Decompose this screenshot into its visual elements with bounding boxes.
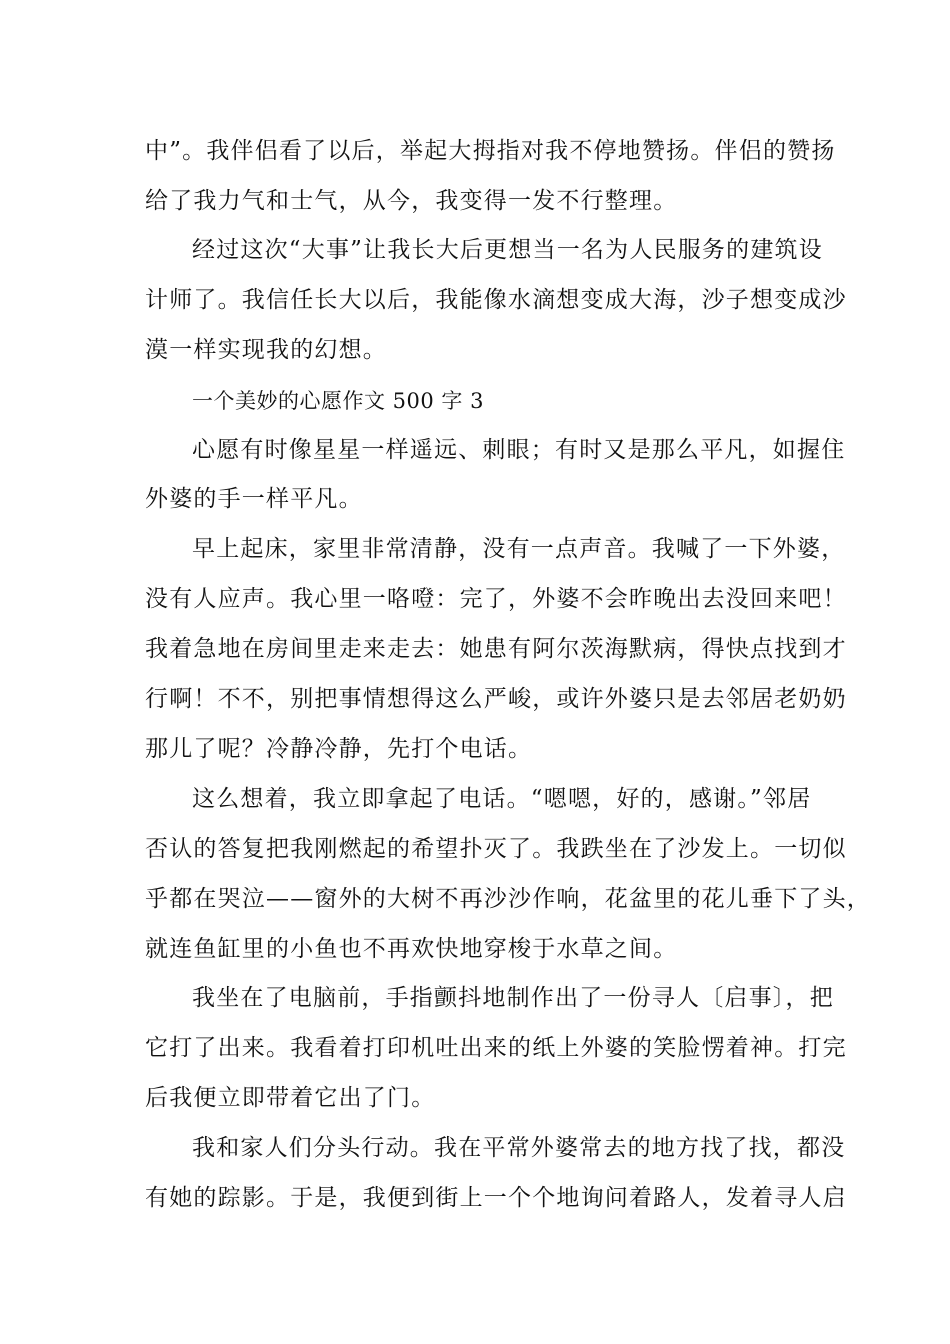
text-line: 外婆的手一样平凡。	[145, 486, 363, 512]
text-line: 就连鱼缸里的小鱼也不再欢快地穿梭于水草之间。	[145, 936, 678, 962]
paragraph-start: 这么想着，我立即拿起了电话。“嗯嗯，好的，感谢。”邻居	[192, 786, 812, 812]
text-line: 乎都在哭泣——窗外的大树不再沙沙作响，花盆里的花儿垂下了头，	[145, 886, 871, 912]
text-line: 我着急地在房间里走来走去：她患有阿尔茨海默病，得快点找到才	[145, 636, 847, 662]
paragraph-start: 心愿有时像星星一样遥远、刺眼；有时又是那么平凡，如握住	[192, 437, 846, 463]
text-line: 给了我力气和士气，从今，我变得一发不行整理。	[145, 188, 678, 214]
section-heading: 一个美妙的心愿作文 500 字 3	[192, 389, 484, 413]
text-line: 漠一样实现我的幻想。	[145, 337, 387, 363]
paragraph-start: 经过这次“大事”让我长大后更想当一名为人民服务的建筑设	[192, 237, 823, 263]
paragraph-start: 我和家人们分头行动。我在平常外婆常去的地方找了找，都没	[192, 1135, 846, 1161]
text-line: 行啊！不不，别把事情想得这么严峻，或许外婆只是去邻居老奶奶	[145, 686, 847, 712]
paragraph-start: 早上起床，家里非常清静，没有一点声音。我喊了一下外婆，	[192, 536, 846, 562]
text-line: 它打了出来。我看着打印机吐出来的纸上外婆的笑脸愣着神。打完	[145, 1035, 847, 1061]
text-line: 否认的答复把我刚燃起的希望扑灭了。我跌坐在了沙发上。一切似	[145, 836, 847, 862]
text-line: 后我便立即带着它出了门。	[145, 1085, 436, 1111]
text-line: 计师了。我信任长大以后，我能像水滴想变成大海，沙子想变成沙	[145, 287, 847, 313]
text-line: 那儿了呢？冷静冷静，先打个电话。	[145, 736, 533, 762]
text-line: 有她的踪影。于是，我便到街上一个个地询问着路人，发着寻人启	[145, 1185, 847, 1211]
text-line: 没有人应声。我心里一咯噔：完了，外婆不会昨晚出去没回来吧！	[145, 586, 847, 612]
text-line: 中”。我伴侣看了以后，举起大拇指对我不停地赞扬。伴侣的赞扬	[145, 138, 836, 164]
paragraph-start: 我坐在了电脑前，手指颤抖地制作出了一份寻人〔启事〕，把	[192, 985, 834, 1011]
